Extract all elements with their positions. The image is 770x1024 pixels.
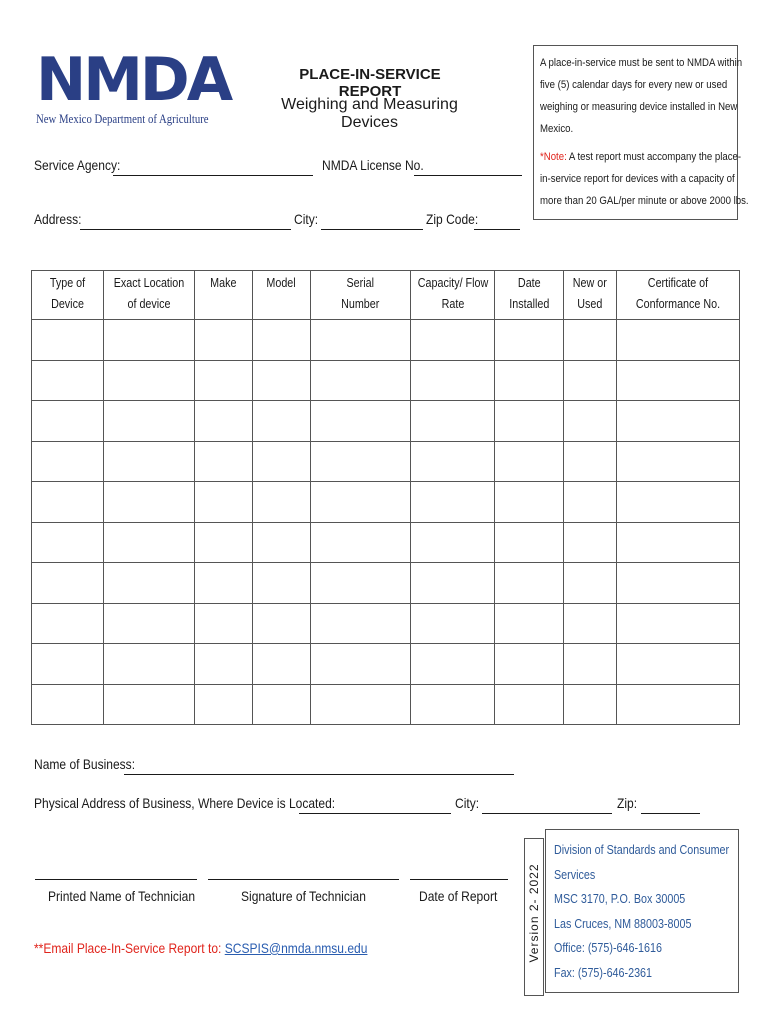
table-row xyxy=(32,603,740,644)
table-cell[interactable] xyxy=(411,441,495,482)
nmda-logo xyxy=(36,45,231,130)
table-cell[interactable] xyxy=(104,482,195,523)
contact-line: Division of Standards and Consumer xyxy=(554,843,730,857)
table-cell[interactable] xyxy=(32,603,104,644)
email-line xyxy=(34,940,367,956)
zip-label: Zip Code: xyxy=(426,211,479,227)
table-cell[interactable] xyxy=(253,401,311,442)
table-cell[interactable] xyxy=(564,522,617,563)
table-cell[interactable] xyxy=(32,644,104,685)
table-cell[interactable] xyxy=(311,360,411,401)
table-cell[interactable] xyxy=(564,563,617,604)
table-row xyxy=(32,441,740,482)
city-input[interactable] xyxy=(321,229,423,230)
table-cell[interactable] xyxy=(195,644,253,685)
printed-name-input[interactable] xyxy=(35,879,197,880)
table-cell[interactable] xyxy=(32,522,104,563)
device-rows xyxy=(32,320,740,725)
header-type-of-device: Type of Device xyxy=(32,271,104,320)
table-cell[interactable] xyxy=(564,482,617,523)
table-row xyxy=(32,482,740,523)
header-certificate: Certificate of Conformance No. xyxy=(617,271,740,320)
contact-line: Las Cruces, NM 88003-8005 xyxy=(554,916,692,931)
table-cell[interactable] xyxy=(195,684,253,725)
table-cell[interactable] xyxy=(495,684,564,725)
table-cell[interactable] xyxy=(311,522,411,563)
table-cell[interactable] xyxy=(195,522,253,563)
table-cell[interactable] xyxy=(32,441,104,482)
table-cell[interactable] xyxy=(32,684,104,725)
table-row xyxy=(32,684,740,725)
table-cell[interactable] xyxy=(411,401,495,442)
table-cell[interactable] xyxy=(495,360,564,401)
business-name-input[interactable] xyxy=(124,774,514,775)
table-cell[interactable] xyxy=(311,482,411,523)
table-cell[interactable] xyxy=(311,320,411,361)
table-cell[interactable] xyxy=(564,603,617,644)
contact-line: Office: (575)-646-1616 xyxy=(554,941,662,955)
logo-subtitle: New Mexico Department of Agriculture xyxy=(36,112,209,126)
table-cell[interactable] xyxy=(411,603,495,644)
table-row xyxy=(32,360,740,401)
table-cell[interactable] xyxy=(32,482,104,523)
notice-line: weighing or measuring device installed in New xyxy=(540,101,738,113)
table-cell[interactable] xyxy=(104,563,195,604)
table-cell[interactable] xyxy=(564,401,617,442)
table-cell[interactable] xyxy=(411,360,495,401)
notice-line: Mexico. xyxy=(540,123,574,135)
report-title: PLACE-IN-SERVICE REPORT xyxy=(299,66,441,100)
table-row xyxy=(32,563,740,604)
table-cell[interactable] xyxy=(617,563,740,604)
table-cell[interactable] xyxy=(564,644,617,685)
table-cell[interactable] xyxy=(195,482,253,523)
table-cell[interactable] xyxy=(617,401,740,442)
table-cell[interactable] xyxy=(104,684,195,725)
table-cell[interactable] xyxy=(195,320,253,361)
table-cell[interactable] xyxy=(617,360,740,401)
table-cell[interactable] xyxy=(104,522,195,563)
header-exact-location: Exact Location of device xyxy=(104,271,195,320)
table-row xyxy=(32,401,740,442)
note-line xyxy=(540,146,742,168)
table-cell[interactable] xyxy=(195,360,253,401)
table-cell[interactable] xyxy=(104,320,195,361)
email-prefix: **Email Place-In-Service Report to: xyxy=(34,940,225,956)
printed-name-label: Printed Name of Technician xyxy=(48,888,196,904)
table-cell[interactable] xyxy=(564,441,617,482)
contact-line: Fax: (575)-646-2361 xyxy=(554,965,652,980)
table-cell[interactable] xyxy=(617,603,740,644)
table-cell[interactable] xyxy=(195,603,253,644)
signature-label: Signature of Technician xyxy=(241,888,366,904)
table-cell[interactable] xyxy=(253,684,311,725)
table-cell[interactable] xyxy=(495,644,564,685)
table-cell[interactable] xyxy=(104,441,195,482)
email-link[interactable]: SCSPIS@nmda.nmsu.edu xyxy=(224,940,368,956)
table-cell[interactable] xyxy=(253,441,311,482)
note-line: more than 20 GAL/per minute or above 2000 lbs. xyxy=(540,195,749,207)
note-text: A test report must accompany the place- xyxy=(566,151,742,163)
contact-box xyxy=(545,829,739,993)
table-cell[interactable] xyxy=(411,644,495,685)
table-header-row xyxy=(32,271,740,320)
table-row xyxy=(32,522,740,563)
table-cell[interactable] xyxy=(564,320,617,361)
table-cell[interactable] xyxy=(311,684,411,725)
table-cell[interactable] xyxy=(311,441,411,482)
table-cell[interactable] xyxy=(495,482,564,523)
table-cell[interactable] xyxy=(253,522,311,563)
notice-line: A place-in-service must be sent to NMDA within xyxy=(540,57,743,69)
date-of-report-label: Date of Report xyxy=(419,888,498,904)
table-cell[interactable] xyxy=(411,320,495,361)
table-cell[interactable] xyxy=(411,522,495,563)
physical-address-input[interactable] xyxy=(299,813,451,814)
table-cell[interactable] xyxy=(32,401,104,442)
report-subtitle: Weighing and Measuring Devices xyxy=(281,96,458,131)
table-cell[interactable] xyxy=(617,441,740,482)
table-cell[interactable] xyxy=(195,401,253,442)
table-cell[interactable] xyxy=(411,563,495,604)
header-model: Model xyxy=(253,271,311,320)
table-cell[interactable] xyxy=(495,320,564,361)
table-cell[interactable] xyxy=(32,360,104,401)
table-cell[interactable] xyxy=(104,360,195,401)
table-row xyxy=(32,644,740,685)
notice-box xyxy=(533,45,749,220)
table-cell[interactable] xyxy=(253,320,311,361)
table-cell[interactable] xyxy=(617,482,740,523)
table-cell[interactable] xyxy=(32,563,104,604)
address-label: Address: xyxy=(34,211,82,227)
table-cell[interactable] xyxy=(311,401,411,442)
service-agency-label: Service Agency: xyxy=(34,157,121,173)
business-name-label: Name of Business: xyxy=(34,756,136,772)
table-cell[interactable] xyxy=(104,401,195,442)
table-cell[interactable] xyxy=(495,563,564,604)
license-label: NMDA License No. xyxy=(322,157,424,173)
license-input[interactable] xyxy=(414,175,522,176)
city2-label: City: xyxy=(455,795,480,811)
header-date-installed: Date Installed xyxy=(495,271,564,320)
table-cell[interactable] xyxy=(617,522,740,563)
table-cell[interactable] xyxy=(195,563,253,604)
logo-letters: NMDA xyxy=(36,45,231,115)
device-table xyxy=(31,270,740,725)
header-make: Make xyxy=(195,271,253,320)
table-cell[interactable] xyxy=(311,603,411,644)
table-cell[interactable] xyxy=(617,320,740,361)
city-label: City: xyxy=(294,211,319,227)
address-input[interactable] xyxy=(80,229,291,230)
table-cell[interactable] xyxy=(411,482,495,523)
table-cell[interactable] xyxy=(564,360,617,401)
table-cell[interactable] xyxy=(104,644,195,685)
table-cell[interactable] xyxy=(617,684,740,725)
table-cell[interactable] xyxy=(495,522,564,563)
contact-line: Services xyxy=(554,867,596,882)
zip2-label: Zip: xyxy=(617,795,638,811)
table-cell[interactable] xyxy=(253,360,311,401)
table-cell[interactable] xyxy=(495,401,564,442)
table-cell[interactable] xyxy=(253,482,311,523)
zip-input[interactable] xyxy=(474,229,520,230)
table-cell[interactable] xyxy=(311,644,411,685)
table-cell[interactable] xyxy=(32,320,104,361)
note-line: in-service report for devices with a capacity of xyxy=(540,173,735,185)
table-cell[interactable] xyxy=(253,644,311,685)
signature-input[interactable] xyxy=(208,879,399,880)
header-serial-number: Serial Number xyxy=(311,271,411,320)
table-cell[interactable] xyxy=(253,603,311,644)
table-cell[interactable] xyxy=(411,684,495,725)
table-cell[interactable] xyxy=(564,684,617,725)
version-text: Version 2- 2022 xyxy=(527,863,541,963)
notice-line: five (5) calendar days for every new or used xyxy=(540,79,728,91)
table-cell[interactable] xyxy=(195,441,253,482)
city2-input[interactable] xyxy=(482,813,612,814)
date-of-report-input[interactable] xyxy=(410,879,508,880)
table-cell[interactable] xyxy=(617,644,740,685)
table-cell[interactable] xyxy=(253,563,311,604)
service-agency-input[interactable] xyxy=(113,175,313,176)
contact-line: MSC 3170, P.O. Box 30005 xyxy=(554,892,686,906)
table-cell[interactable] xyxy=(495,441,564,482)
header-new-or-used: New or Used xyxy=(564,271,617,320)
physical-address-label: Physical Address of Business, Where Device is Located: xyxy=(34,795,336,811)
header-capacity-flow-rate: Capacity/ Flow Rate xyxy=(411,271,495,320)
zip2-input[interactable] xyxy=(641,813,700,814)
table-cell[interactable] xyxy=(495,603,564,644)
table-cell[interactable] xyxy=(104,603,195,644)
note-label: *Note: xyxy=(540,151,567,163)
table-cell[interactable] xyxy=(311,563,411,604)
table-row xyxy=(32,320,740,361)
